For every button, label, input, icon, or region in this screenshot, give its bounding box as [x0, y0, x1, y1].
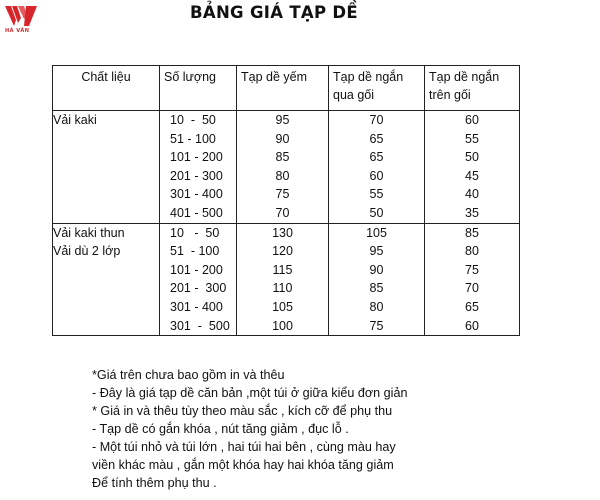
quantity-value: 101 - 200 — [170, 150, 223, 165]
short-apron-price-value: 60 — [465, 318, 479, 333]
knee-apron-price-value: 70 — [369, 113, 384, 127]
knee-apron-price-cell — [329, 111, 425, 224]
material-cell — [53, 223, 160, 336]
knee-apron-price-cell — [329, 223, 425, 336]
note-line: * Giá in và thêu tùy theo màu sắc , kích cỡ để phụ thu — [92, 404, 393, 418]
notes-section — [92, 366, 407, 492]
material-label: Vải kaki thun — [53, 225, 125, 240]
quantity-value: 301 - 500 — [170, 318, 230, 333]
short-apron-price-value: 65 — [465, 299, 479, 314]
knee-apron-price-value: 80 — [369, 299, 384, 314]
bib-apron-price-cell — [237, 223, 329, 336]
bib-apron-price-value: 115 — [272, 262, 293, 277]
bib-apron-price-value: 100 — [272, 318, 293, 333]
header-bib-apron: Tạp dề yếm — [237, 66, 329, 111]
quantity-value: 101 - 200 — [170, 262, 223, 277]
knee-apron-price-value: 50 — [369, 205, 384, 220]
short-apron-price-value: 75 — [465, 262, 479, 277]
quantity-value: 51 - 100 — [170, 244, 220, 259]
material-group-row — [53, 111, 520, 224]
quantity-value: 10 - 50 — [170, 225, 220, 240]
knee-apron-price-value: 95 — [369, 244, 384, 259]
knee-apron-price-value: 65 — [369, 150, 384, 165]
bib-apron-price-value: 120 — [272, 244, 293, 259]
bib-apron-price-value: 70 — [275, 205, 290, 220]
knee-apron-price-value: 90 — [369, 262, 384, 277]
short-apron-price-cell — [425, 111, 520, 224]
bib-apron-price-value: 110 — [272, 281, 293, 296]
page-title: BẢNG GIÁ TẠP DỀ — [190, 3, 358, 22]
bib-apron-price-value: 105 — [272, 299, 293, 314]
price-table — [52, 65, 520, 336]
header-knee-apron: Tạp dề ngắn qua gối — [329, 66, 425, 111]
note-line: Để tính thêm phụ thu . — [92, 476, 217, 490]
bib-apron-price-value: 95 — [275, 113, 290, 127]
table-header-row — [53, 66, 520, 111]
bib-apron-price-value: 75 — [275, 187, 290, 202]
quantity-value: 301 - 400 — [170, 299, 223, 314]
note-line: - Tạp dề có gắn khóa , nút tăng giảm , đục lỗ . — [92, 422, 349, 436]
bib-apron-price-value: 130 — [272, 225, 293, 240]
note-line: - Đây là giá tạp dề căn bản ,một túi ở giữa kiểu đơn giản — [92, 386, 408, 400]
bib-apron-price-value: 90 — [275, 131, 290, 146]
knee-apron-price-value: 85 — [369, 281, 384, 296]
bib-apron-price-cell — [237, 111, 329, 224]
short-apron-price-value: 70 — [465, 281, 479, 296]
header-material: Chất liệu — [53, 66, 160, 111]
quantity-value: 401 - 500 — [170, 205, 223, 220]
knee-apron-price-value: 105 — [366, 225, 387, 240]
knee-apron-price-value: 65 — [369, 131, 384, 146]
bib-apron-price-value: 80 — [275, 168, 290, 183]
short-apron-price-value: 35 — [465, 205, 479, 220]
material-group-row — [53, 223, 520, 336]
brand-name: HÀ VÂN — [5, 28, 30, 34]
header-quantity: Số lượng — [160, 66, 237, 111]
quantity-value: 201 - 300 — [170, 168, 223, 183]
knee-apron-price-value: 75 — [369, 318, 384, 333]
quantity-cell — [160, 223, 237, 336]
quantity-cell — [160, 111, 237, 224]
quantity-value: 10 - 50 — [170, 113, 216, 127]
material-cell — [53, 111, 160, 224]
quantity-value: 201 - 300 — [170, 281, 227, 296]
short-apron-price-value: 50 — [465, 150, 479, 165]
short-apron-price-value: 85 — [465, 225, 479, 240]
short-apron-price-cell — [425, 223, 520, 336]
material-label: Vải dù 2 lớp — [53, 244, 121, 259]
short-apron-price-value: 40 — [465, 187, 479, 202]
note-line: viền khác màu , gắn một khóa hay hai khóa tăng giảm — [92, 458, 394, 472]
knee-apron-price-value: 60 — [369, 168, 384, 183]
short-apron-price-value: 80 — [465, 244, 479, 259]
short-apron-price-value: 60 — [465, 113, 479, 127]
quantity-value: 301 - 400 — [170, 187, 223, 202]
note-line: *Giá trên chưa bao gồm in và thêu — [92, 368, 285, 382]
note-line: - Một túi nhỏ và túi lớn , hai túi hai bên , cùng màu hay — [92, 440, 396, 454]
bib-apron-price-value: 85 — [275, 150, 290, 165]
knee-apron-price-value: 55 — [369, 187, 384, 202]
header-short-apron: Tạp dề ngắn trên gối — [425, 66, 520, 111]
short-apron-price-value: 55 — [465, 131, 479, 146]
quantity-value: 51 - 100 — [170, 131, 216, 146]
material-label: Vải kaki — [53, 113, 97, 127]
short-apron-price-value: 45 — [465, 168, 479, 183]
